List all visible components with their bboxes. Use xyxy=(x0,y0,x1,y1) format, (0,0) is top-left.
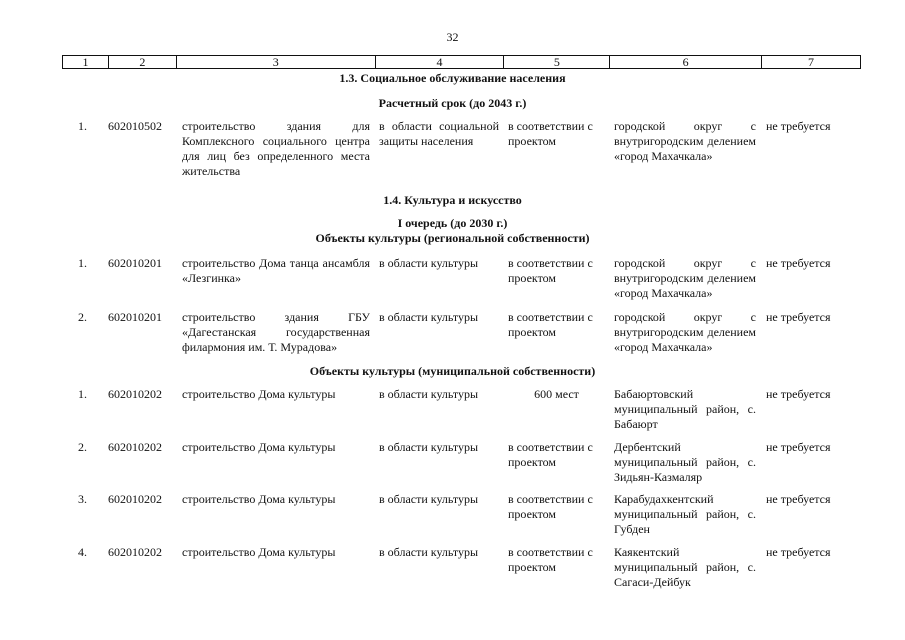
column-number: 4 xyxy=(375,56,504,69)
section-subtitle-stage: I очередь (до 2030 г.) xyxy=(397,216,508,230)
row-code: 602010202 xyxy=(108,545,162,559)
row-code: 602010202 xyxy=(108,440,162,454)
row-area: в области социальной защиты населения xyxy=(379,119,499,148)
row-capacity: в соответствии с проектом xyxy=(508,440,593,469)
row-zone: не требуется xyxy=(766,440,831,454)
column-number-header xyxy=(62,55,861,69)
row-zone: не требуется xyxy=(766,545,831,559)
row-number: 1. xyxy=(78,119,87,133)
row-capacity: в соответствии с проектом xyxy=(508,545,593,574)
row-number: 1. xyxy=(78,387,87,401)
row-code: 602010202 xyxy=(108,387,162,401)
row-zone: не требуется xyxy=(766,492,831,506)
row-area: в области культуры xyxy=(379,440,479,454)
row-number: 2. xyxy=(78,310,87,324)
row-location: Дербентский муниципальный район, с. Зидьян-Казмаляр xyxy=(614,440,756,484)
row-code: 602010201 xyxy=(108,256,162,270)
page-number: 32 xyxy=(446,30,459,44)
row-location: Карабудахкентский муниципальный район, с. Губден xyxy=(614,492,756,536)
section-subtitle-period: Расчетный срок (до 2043 г.) xyxy=(378,96,527,110)
row-capacity: в соответствии с проектом xyxy=(508,310,593,339)
row-name: строительство Дома культуры xyxy=(182,440,336,454)
row-capacity: в соответствии с проектом xyxy=(508,119,593,148)
section-subtitle-regional: Объекты культуры (региональной собственности) xyxy=(315,231,590,245)
row-code: 602010202 xyxy=(108,492,162,506)
column-number: 1 xyxy=(63,56,109,69)
row-name: строительство Дома культуры xyxy=(182,545,336,559)
column-number: 3 xyxy=(176,56,375,69)
row-number: 2. xyxy=(78,440,87,454)
row-number: 3. xyxy=(78,492,87,506)
row-capacity: 600 мест xyxy=(534,387,579,401)
section-title-social-services: 1.3. Социальное обслуживание населения xyxy=(339,71,566,85)
row-name: строительство Дома культуры xyxy=(182,492,336,506)
row-area: в области культуры xyxy=(379,310,479,324)
row-capacity: в соответствии с проектом xyxy=(508,256,593,285)
row-name: строительство Дома культуры xyxy=(182,387,336,401)
row-zone: не требуется xyxy=(766,256,831,270)
row-name: строительство Дома танца ансамбля «Лезгинка» xyxy=(182,256,370,285)
row-location: городской округ с внутригородским делением «город Махачкала» xyxy=(614,119,756,163)
row-code: 602010201 xyxy=(108,310,162,324)
column-number: 6 xyxy=(610,56,762,69)
row-code: 602010502 xyxy=(108,119,162,133)
row-area: в области культуры xyxy=(379,387,479,401)
row-location: городской округ с внутригородским делением «город Махачкала» xyxy=(614,256,756,300)
row-location: Бабаюртовский муниципальный район, с. Бабаюрт xyxy=(614,387,756,431)
row-name: строительство здания для Комплексного социального центра для лиц без определенного места жительства xyxy=(182,119,370,178)
column-number: 2 xyxy=(108,56,176,69)
row-area: в области культуры xyxy=(379,256,479,270)
row-zone: не требуется xyxy=(766,119,831,133)
row-name: строительство здания ГБУ «Дагестанская государственная филармония им. Т. Мурадова» xyxy=(182,310,370,354)
column-number: 7 xyxy=(762,56,861,69)
row-location: Каякентский муниципальный район, с. Сагаси-Дейбук xyxy=(614,545,756,589)
section-subtitle-municipal: Объекты культуры (муниципальной собственности) xyxy=(309,364,596,378)
row-number: 4. xyxy=(78,545,87,559)
section-title-culture: 1.4. Культура и искусство xyxy=(383,193,522,207)
row-number: 1. xyxy=(78,256,87,270)
row-area: в области культуры xyxy=(379,545,479,559)
row-zone: не требуется xyxy=(766,310,831,324)
row-zone: не требуется xyxy=(766,387,831,401)
row-area: в области культуры xyxy=(379,492,479,506)
row-location: городской округ с внутригородским делением «город Махачкала» xyxy=(614,310,756,354)
row-capacity: в соответствии с проектом xyxy=(508,492,593,521)
column-number: 5 xyxy=(504,56,610,69)
